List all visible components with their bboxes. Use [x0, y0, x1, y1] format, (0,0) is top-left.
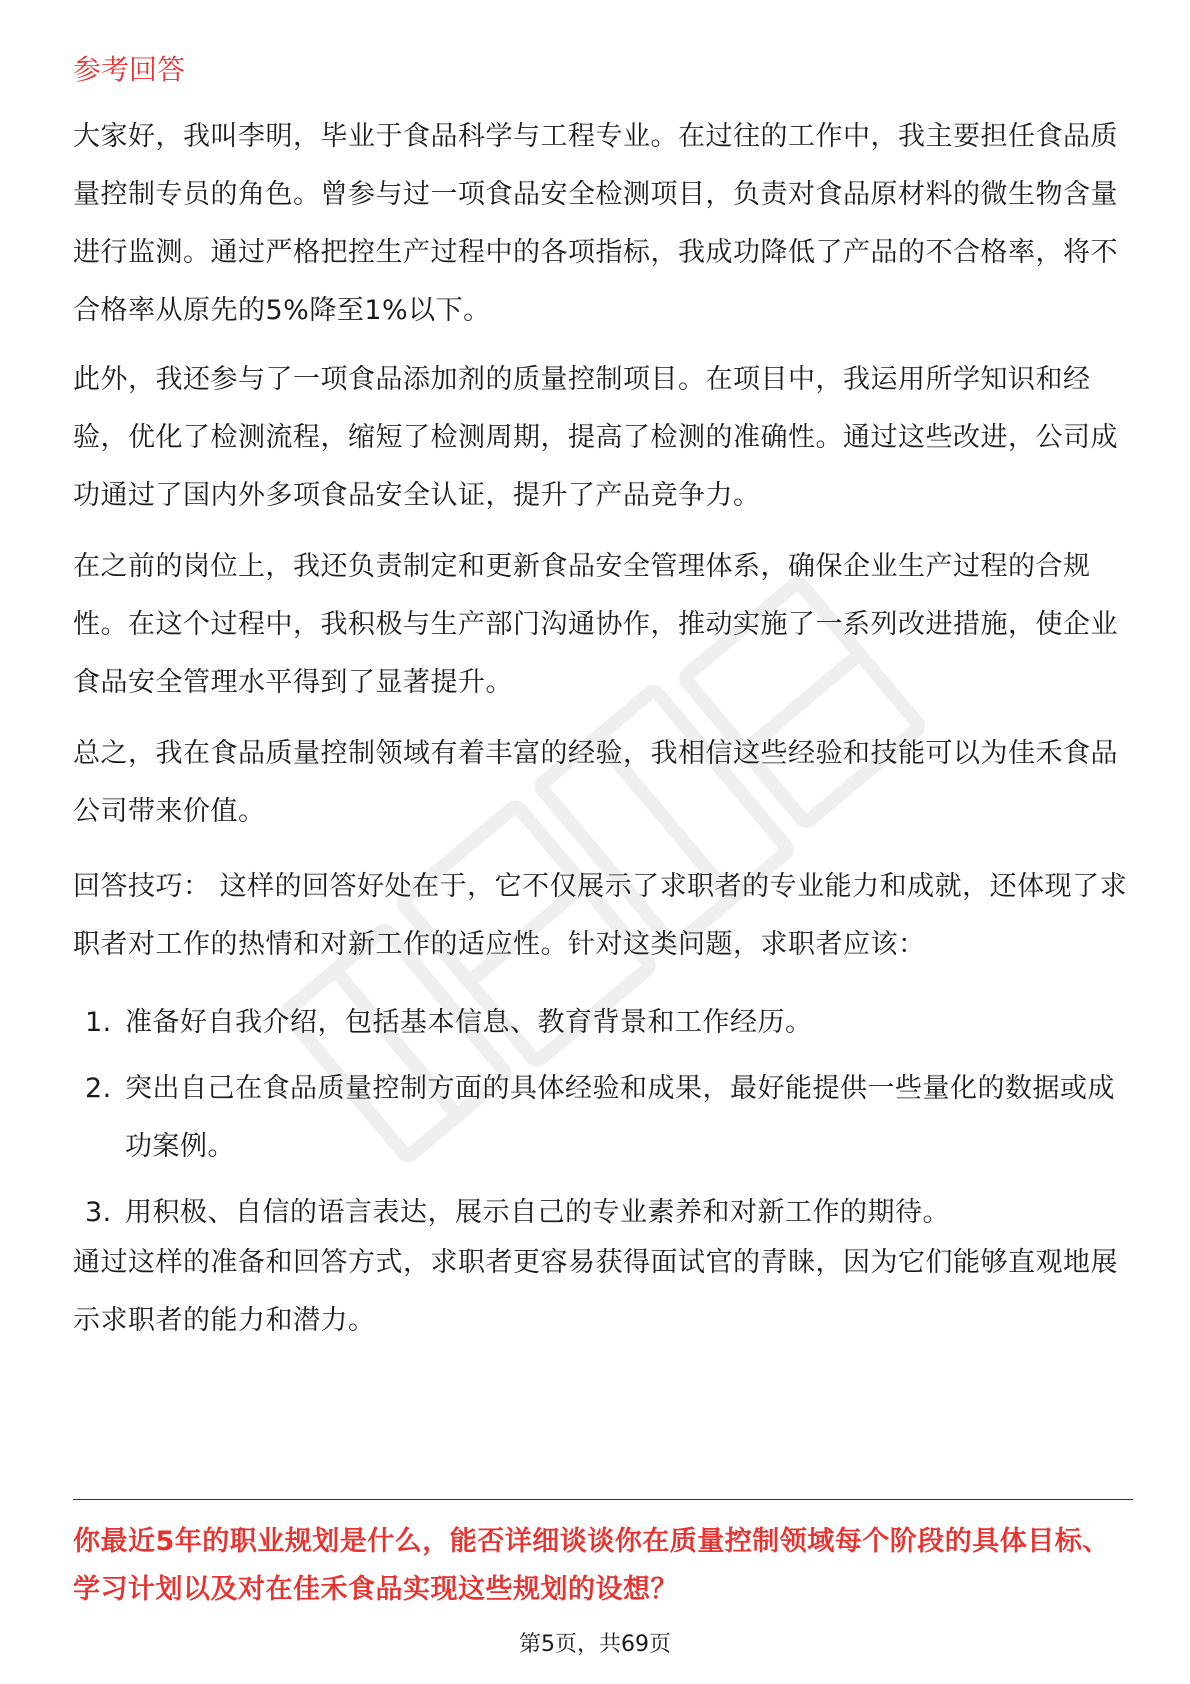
next-question-heading: 你最近5年的职业规划是什么，能否详细谈谈你在质量控制领域每个阶段的具体目标、学习计划以及对在佳禾食品实现这些规划的设想？ — [73, 1526, 1110, 1605]
list-item-text: 突出自己在食品质量控制方面的具体经验和成果，最好能提供一些量化的数据或成功案例。 — [125, 1073, 1115, 1162]
closing-paragraph: 通过这样的准备和回答方式，求职者更容易获得面试官的青睐，因为它们能够直观地展示求职者的能力和潜力。 — [73, 1247, 1118, 1336]
answer-paragraph-2: 此外，我还参与了一项食品添加剂的质量控制项目。在项目中，我运用所学知识和经验，优化了检测流程，缩短了检测周期，提高了检测的准确性。通过这些改进，公司成功通过了国内外多项食品安全认证，提升了产品竞争力。 — [73, 364, 1118, 511]
tips-list — [73, 994, 1133, 1250]
answer-paragraph-1: 大家好，我叫李明，毕业于食品科学与工程专业。在过往的工作中，我主要担任食品质量控制专员的角色。曾参与过一项食品安全检测项目，负责对食品原材料的微生物含量进行监测。通过严格把控生产过程中的各项指标，我成功降低了产品的不合格率，将不合格率从原先的5%降至1%以下。 — [73, 121, 1118, 326]
section-title: 参考回答 — [73, 53, 186, 86]
tips-intro-paragraph: 回答技巧： 这样的回答好处在于，它不仅展示了求职者的专业能力和成就，还体现了求职者对工作的热情和对新工作的适应性。针对这类问题，求职者应该： — [73, 871, 1128, 960]
list-item-number: 3. — [85, 1197, 112, 1228]
answer-paragraph-4: 总之，我在食品质量控制领域有着丰富的经验，我相信这些经验和技能可以为佳禾食品公司带来价值。 — [73, 738, 1118, 827]
section-divider — [73, 1499, 1133, 1500]
list-item-number: 2. — [85, 1073, 112, 1104]
list-item-number: 1. — [85, 1007, 112, 1038]
list-item — [73, 1060, 1133, 1176]
page-number-footer: 第5页，共69页 — [519, 1632, 671, 1657]
list-item-text: 准备好自我介绍，包括基本信息、教育背景和工作经历。 — [125, 1007, 813, 1038]
answer-paragraph-3: 在之前的岗位上，我还负责制定和更新食品安全管理体系，确保企业生产过程的合规性。在这个过程中，我积极与生产部门沟通协作，推动实施了一系列改进措施，使企业食品安全管理水平得到了显著提升。 — [73, 551, 1118, 698]
list-item-text: 用积极、自信的语言表达，展示自己的专业素养和对新工作的期待。 — [125, 1197, 950, 1228]
list-item — [73, 994, 1133, 1052]
